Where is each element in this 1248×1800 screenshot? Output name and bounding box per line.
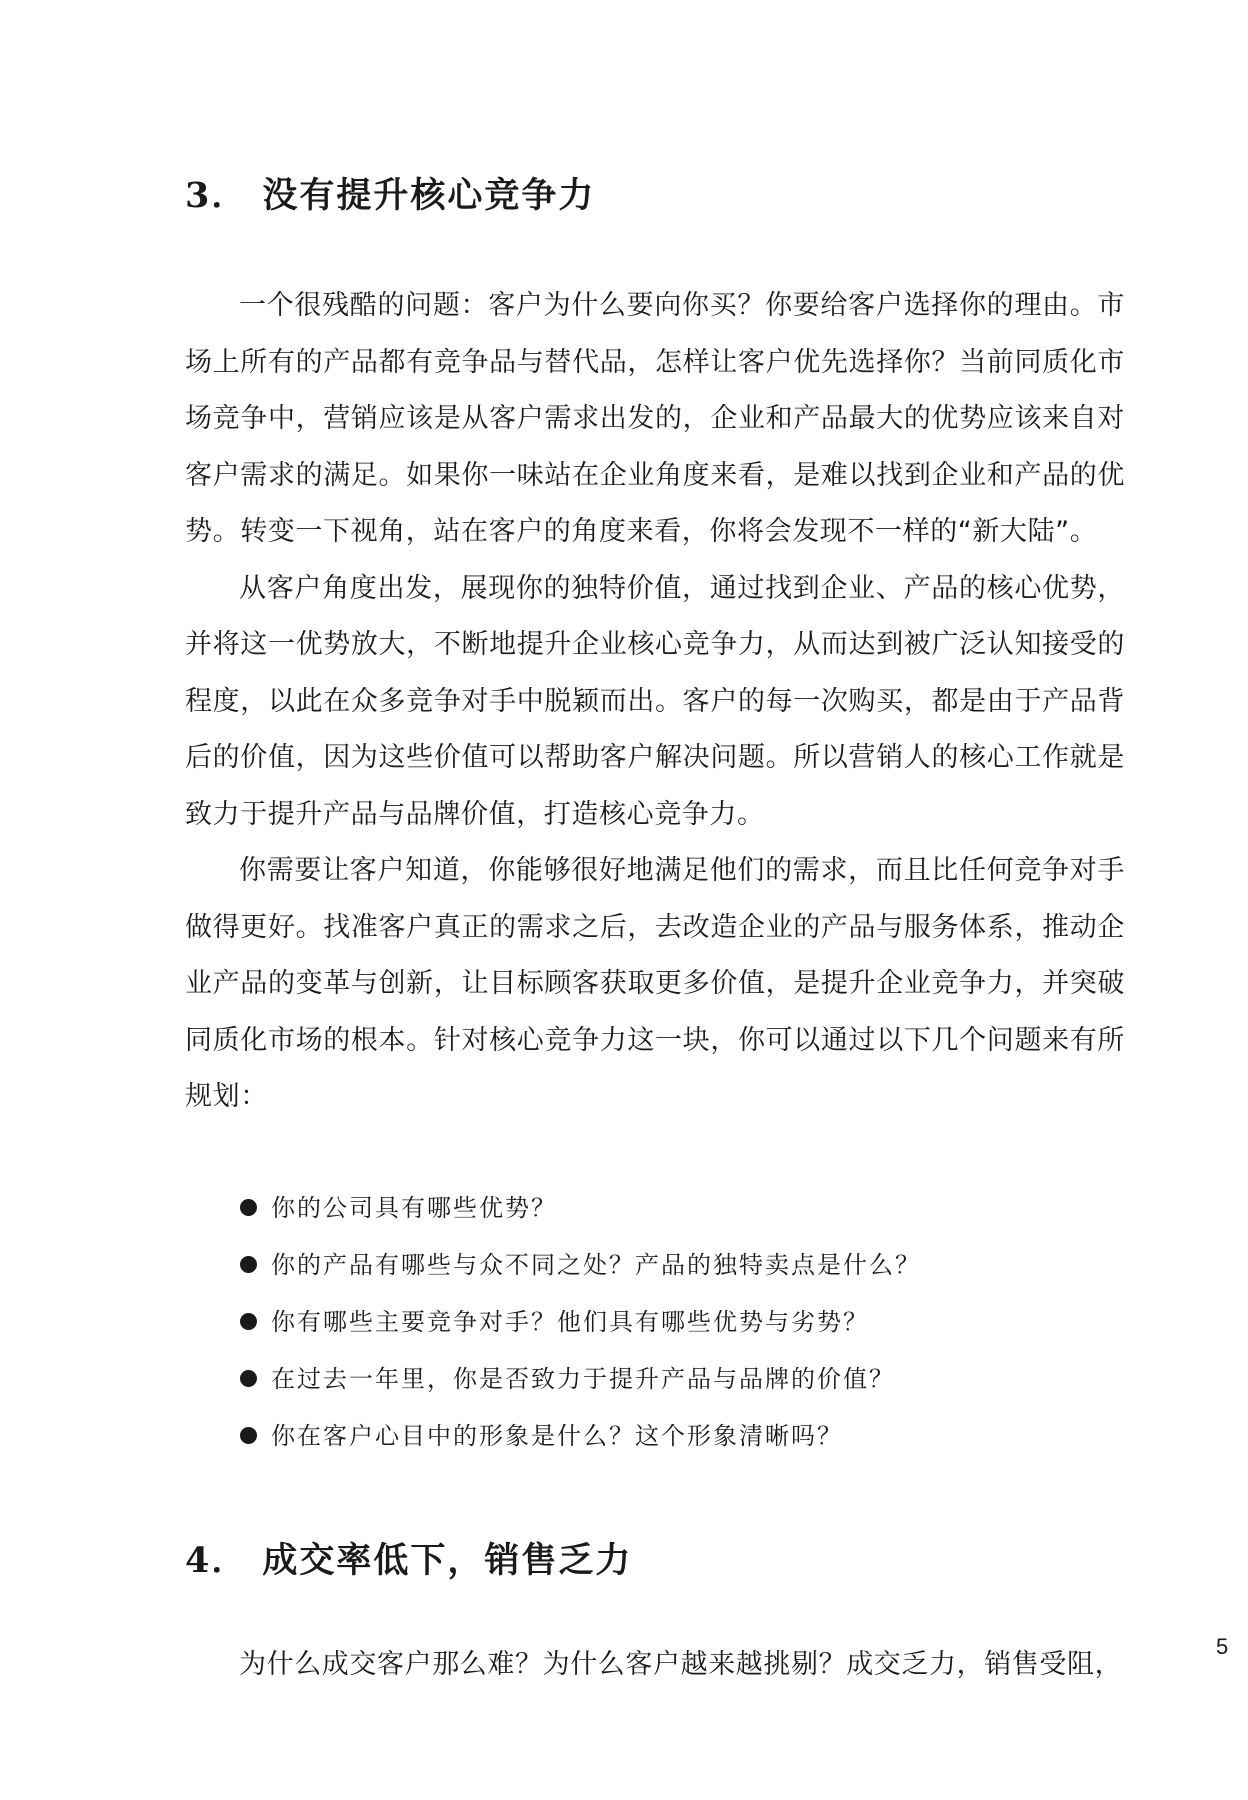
list-item [240,1408,921,1465]
list-item [240,1180,921,1237]
paragraph: 一个很残酷的问题：客户为什么要向你买？你要给客户选择你的理由。市场上所有的产品都有竞争品与替代品，怎样让客户优先选择你？当前同质化市场竞争中，营销应该是从客户需求出发的，企业和产品最大的优势应该来自对客户需求的满足。如果你一味站在企业角度来看，是难以找到企业和产品的优势。转变一下视角，站在客户的角度来看，你将会发现不一样的“新大陆”。 [185,290,1125,547]
list-item [240,1294,921,1351]
section-4-heading [185,1533,632,1583]
list-item [240,1351,921,1408]
bullet-dot-icon [240,1370,257,1387]
section-4-number: 4． [185,1540,249,1581]
bullet-dot-icon [240,1313,257,1330]
bullet-dot-icon [240,1427,257,1444]
question-text: 你的产品有哪些与众不同之处？产品的独特卖点是什么？ [271,1251,921,1279]
section-3-title: 没有提升核心竞争力 [262,175,596,216]
question-list [240,1180,921,1465]
paragraph: 从客户角度出发，展现你的独特价值，通过找到企业、产品的核心优势，并将这一优势放大，不断地提升企业核心竞争力，从而达到被广泛认知接受的程度，以此在众多竞争对手中脱颖而出。客户的每一次购买，都是由于产品背后的价值，因为这些价值可以帮助客户解决问题。所以营销人的核心工作就是致力于提升产品与品牌价值，打造核心竞争力。 [185,572,1125,830]
bullet-dot-icon [240,1256,257,1273]
section-3-heading [185,168,595,218]
page-number: 5 [1216,1634,1229,1659]
paragraph: 你需要让客户知道，你能够很好地满足他们的需求，而且比任何竞争对手做得更好。找准客户真正的需求之后，去改造企业的产品与服务体系，推动企业产品的变革与创新，让目标顾客获取更多价值，是提升企业竞争力，并突破同质化市场的根本。针对核心竞争力这一块，你可以通过以下几个问题来有所规划： [185,855,1125,1112]
section-4-body [185,1637,1125,1694]
section-3-body [185,278,1125,1126]
section-3-number: 3． [185,175,249,216]
question-text: 在过去一年里，你是否致力于提升产品与品牌的价值？ [271,1365,895,1393]
question-text: 你的公司具有哪些优势？ [271,1194,557,1222]
list-item [240,1237,921,1294]
question-text: 你在客户心目中的形象是什么？这个形象清晰吗？ [271,1422,843,1450]
question-text: 你有哪些主要竞争对手？他们具有哪些优势与劣势？ [271,1308,869,1336]
section-4-title: 成交率低下，销售乏力 [262,1540,633,1581]
bullet-dot-icon [240,1199,257,1216]
paragraph: 为什么成交客户那么难？为什么客户越来越挑剔？成交乏力，销售受阻， [239,1649,1123,1680]
